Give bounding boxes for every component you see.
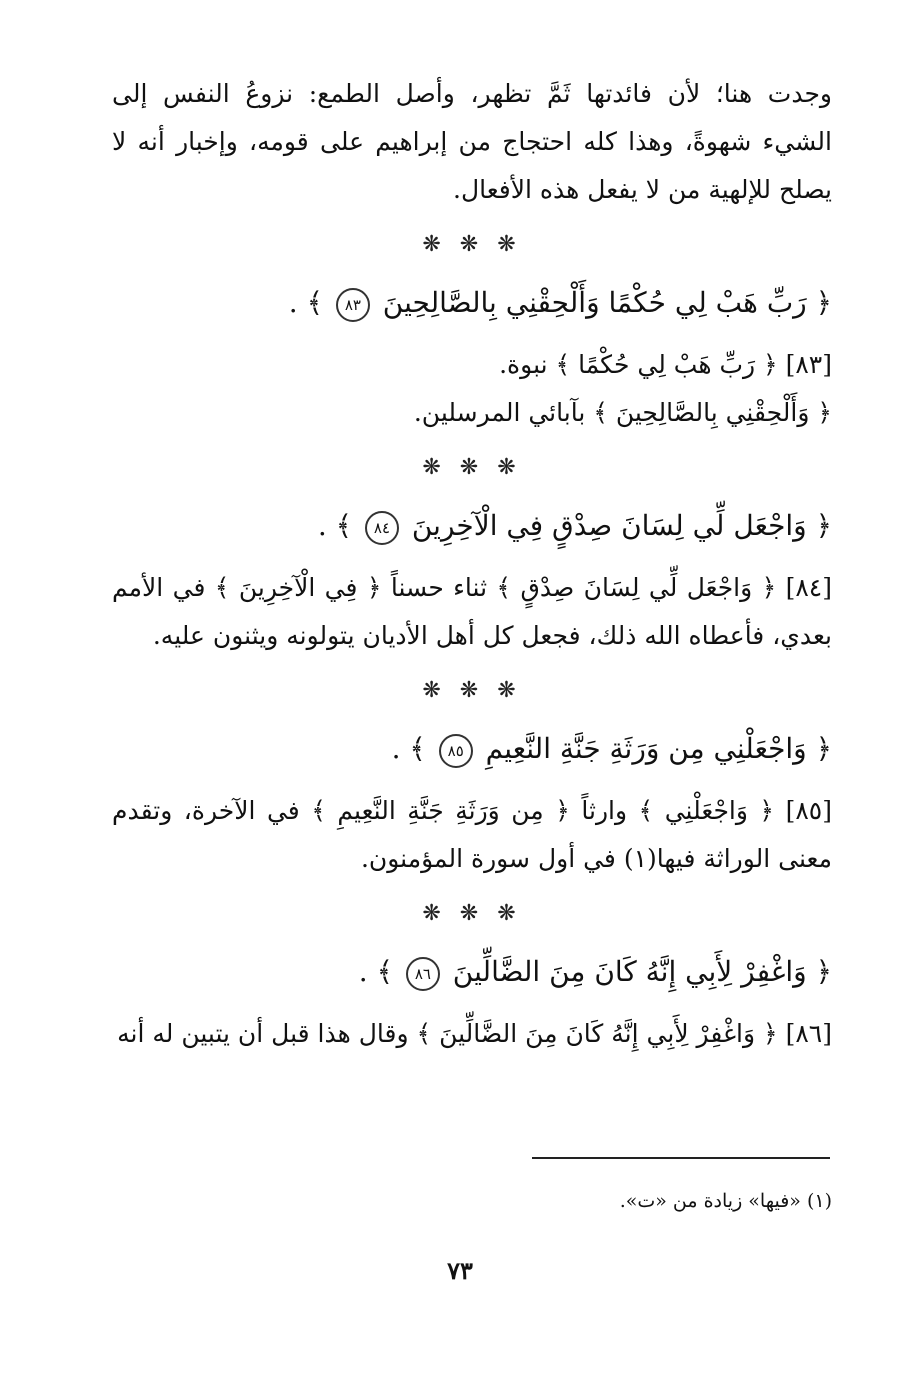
commentary-line: [٨٦] ﴿ وَاغْفِرْ لِأَبِي إِنَّهُ كَانَ مِنَ الضَّالِّينَ ﴾ وقال هذا قبل أن يتبين له أنه [117, 1019, 832, 1048]
verse-close: ﴾ . [317, 509, 353, 542]
verse-close: ﴾ . [288, 286, 323, 319]
footnote: (١) «فيها» زيادة من «ت». [619, 1190, 832, 1212]
section-separator: ❋ ❋ ❋ [422, 678, 522, 703]
quran-verse [112, 946, 832, 998]
verse-block-84 [112, 500, 832, 660]
commentary-line: [٨٤] ﴿ وَاجْعَل لِّي لِسَانَ صِدْقٍ ﴾ ثناء حسناً ﴿ فِي الْآخِرِينَ ﴾ في الأمم بعدي، فأعطاه الله ذلك، فجعل كل أهل الأديان يتولونه ويثنون عليه. [112, 573, 832, 650]
intro-paragraph: وجدت هنا؛ لأن فائدتها ثَمَّ تظهر، وأصل الطمع: نزوعُ النفس إلى الشيء شهوةً، وهذا كله احتجاج من إبراهيم على قومه، وإخبار أنه لا يصلح للإلهية من لا يفعل هذه الأفعال. [112, 79, 832, 204]
verse-close: ﴾ . [391, 732, 426, 765]
page-number: ٧٣ [447, 1256, 473, 1285]
quran-verse [112, 277, 832, 329]
verse-block-86 [112, 946, 832, 1058]
quran-verse [112, 723, 832, 775]
commentary-line: ﴿ وَأَلْحِقْنِي بِالصَّالِحِينَ ﴾ بآبائي المرسلين. [413, 398, 832, 427]
section-separator: ❋ ❋ ❋ [422, 455, 522, 480]
verse-text: ﴿ وَاغْفِرْ لِأَبِي إِنَّهُ كَانَ مِنَ الضَّالِّينَ [452, 955, 832, 988]
ayah-number-badge: ٨٥ [439, 734, 473, 768]
verse-text: ﴿ وَاجْعَل لِّي لِسَانَ صِدْقٍ فِي الْآخِرِينَ [411, 509, 832, 542]
section-separator: ❋ ❋ ❋ [422, 901, 522, 926]
page-body [112, 70, 832, 1064]
ayah-number-badge: ٨٦ [406, 957, 440, 991]
ayah-number-badge: ٨٤ [365, 511, 399, 545]
quran-verse [112, 500, 832, 552]
footnote-divider [532, 1157, 830, 1159]
ayah-number-badge: ٨٣ [336, 288, 370, 322]
verse-block-85 [112, 723, 832, 883]
section-separator: ❋ ❋ ❋ [422, 232, 522, 257]
commentary-line: [٨٥] ﴿ وَاجْعَلْنِي ﴾ وارثاً ﴿ مِن وَرَثَةِ جَنَّةِ النَّعِيمِ ﴾ في الآخرة، وتقدم معنى الوراثة فيها(١) في أول سورة المؤمنون. [112, 796, 832, 873]
verse-block-83 [112, 277, 832, 437]
commentary-line: [٨٣] ﴿ رَبِّ هَبْ لِي حُكْمًا ﴾ نبوة. [499, 350, 832, 379]
verse-text: ﴿ رَبِّ هَبْ لِي حُكْمًا وَأَلْحِقْنِي بِالصَّالِحِينَ [382, 286, 832, 319]
verse-text: ﴿ وَاجْعَلْنِي مِن وَرَثَةِ جَنَّةِ النَّعِيمِ [485, 732, 832, 765]
verse-close: ﴾ . [358, 955, 393, 988]
